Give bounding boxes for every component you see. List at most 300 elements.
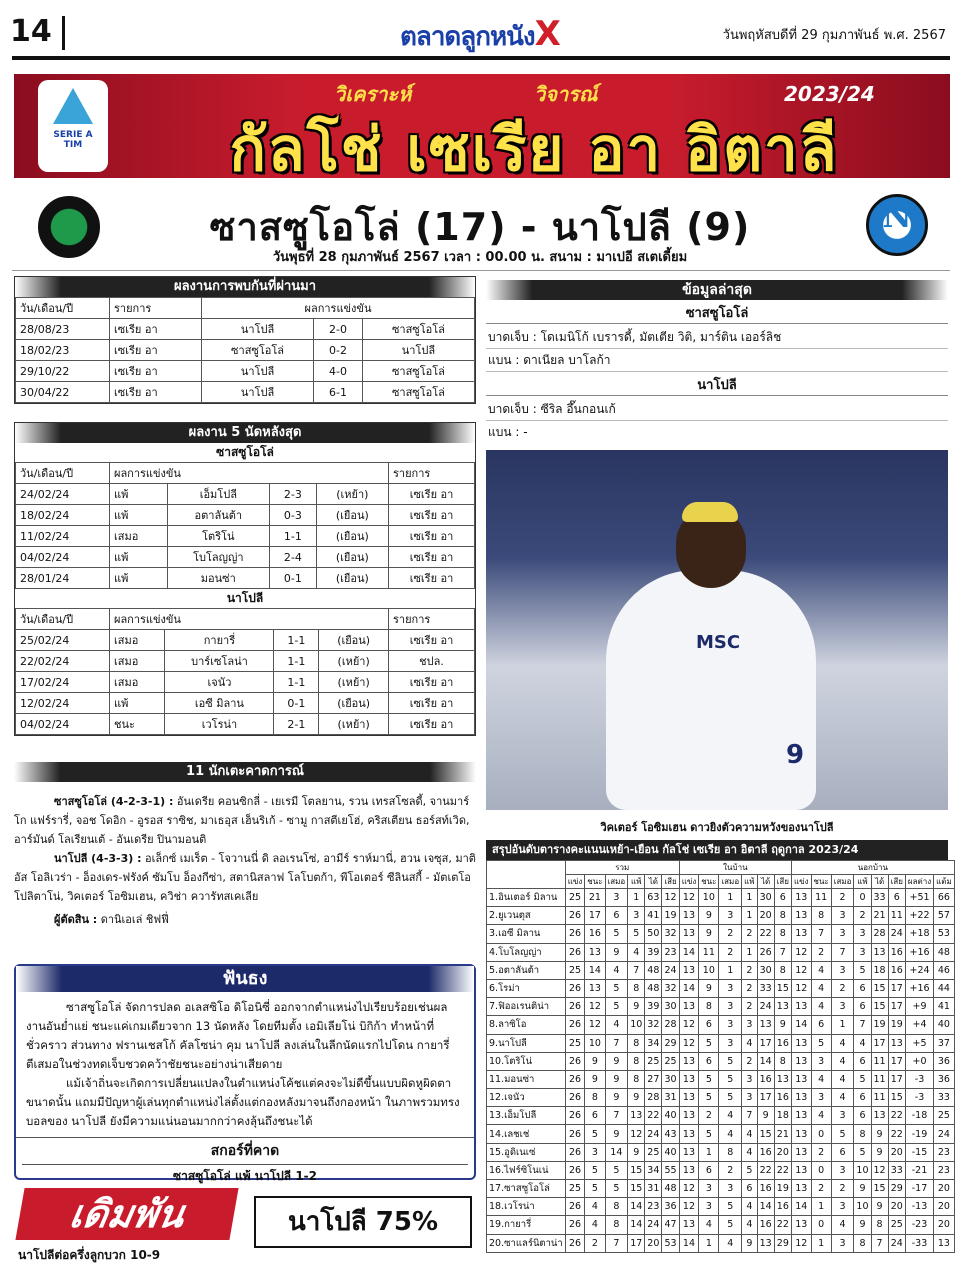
standings-cell: 13 [679,998,699,1016]
standings-group-away: นอกบ้าน [791,861,954,875]
standings-cell: 26 [565,1070,585,1088]
standings-cell: 16 [757,1180,774,1198]
standings-cell: 8 [719,1143,742,1161]
standings-cell: 8 [774,925,791,943]
prediction-para-1: ซาสซูโอโล่ จัดการปลด อเลสซิโอ ดิโอนิซี่ ออกจากตำแหน่งไปเรียบร้อยเช่นผลงานอันย่ำแย่ ชนะแค่เกมเดียวจาก 13 นัดหลัง โดยทีมตั้ง เอมิเลียโน่ บิกิก้า ทำหน้าที่ชั่วคราว ส่วนทาง ฟรานเชสโก้ คัลโซน่า คุม นาโปลี ลงเล่นในลีกนัดแรกไปโดน กายารี่ ตีเสมอในช่วงทดเจ็บชวดคว้าชัยชนะอย่างน่าเสียดาย [26,1000,450,1071]
form-date: 17/02/24 [16,672,110,693]
standings-cell: 14 [628,1198,645,1216]
standings-cell: 1 [719,889,742,907]
standings-cell: 3 [585,1143,605,1161]
lineup-title: 11 นักเตะคาดการณ์ [14,762,476,782]
standings-cell: 26 [565,1161,585,1179]
standings-cell: 12 [679,1034,699,1052]
h2h-title: ผลงานการพบกันที่ผ่านมา [15,277,475,297]
standings-cell: 7 [605,1034,628,1052]
prediction-box [14,964,476,1183]
standings-cell: 5 [811,1034,831,1052]
player-photo [486,450,948,810]
lineup-sassuolo [14,792,476,849]
standings-cell: 20 [934,1216,955,1234]
h2h-score: 4-0 [314,361,363,382]
standings-col-header: ได้ [871,875,888,889]
standings-cell: 3 [831,907,854,925]
h2h-table [15,297,475,403]
standings-cell: 5 [605,998,628,1016]
standings-cell: 48 [645,961,662,979]
standings-cell: 34 [645,1161,662,1179]
standings-cell: 2 [811,1180,831,1198]
standings-cell: 3 [719,1180,742,1198]
form-opponent: เวโรน่า [165,714,274,735]
header-rule [12,56,950,60]
standings-cell: 13 [791,1107,811,1125]
standings-cell: 17 [888,1070,905,1088]
standings-cell: 24 [662,961,679,979]
standings-cell: -23 [905,1216,933,1234]
standings-cell: 3 [854,943,871,961]
standings-row [487,1034,955,1052]
standings-cell: 33 [871,889,888,907]
standings-cell: 3 [831,961,854,979]
standings-cell: 10 [628,1016,645,1034]
standings-row [487,889,955,907]
newspaper-logo [400,14,560,57]
info-team1: ซาสซูโอโล่ [486,302,948,324]
h2h-date: 18/02/23 [16,340,110,361]
h2h-date: 29/10/22 [16,361,110,382]
standings-cell: 9 [854,1180,871,1198]
standings-cell: 39 [645,998,662,1016]
standings-cell: 5 [699,1125,719,1143]
standings-col-header: แข่ง [565,875,585,889]
bet-pick: นาโปลี 75% [254,1196,472,1248]
header-divider [62,16,65,50]
bet-handicap: นาโปลีต่อครึ่งลูกบวก 10-9 [18,1248,161,1262]
standings-cell: 4 [628,943,645,961]
standings-cell: 26 [565,1016,585,1034]
standings-cell: 4 [831,1034,854,1052]
standings-cell: 6 [742,1180,757,1198]
standings-col-header: ได้ [757,875,774,889]
h2h-comp: เซเรีย อา [110,319,202,340]
standings-cell: 4 [811,979,831,997]
form-opponent: เอ็มโปลี [167,484,270,505]
shirt-number: 9 [786,740,805,770]
prediction-title: ฟันธง [16,966,474,992]
standings-cell: 4 [719,1234,742,1252]
standings-cell: 14 [679,943,699,961]
standings-cell: 3 [719,1034,742,1052]
form-comp: เซเรีย อา [389,568,475,589]
form-score: 0-1 [270,568,317,589]
standings-cell: 22 [774,1161,791,1179]
standings-col-header: แพ้ [628,875,645,889]
standings-cell: 16 [888,943,905,961]
banner-sub-left: วิเคราะห์ [334,82,412,106]
standings-cell: 31 [662,1089,679,1107]
standings-cell: -21 [905,1161,933,1179]
standings-cell: 16 [774,1034,791,1052]
standings-cell: 5 [605,979,628,997]
standings-col-header: ชนะ [585,875,605,889]
standings-cell: 17 [628,1234,645,1252]
standings-cell: 20 [934,1180,955,1198]
standings-cell: 3 [742,1016,757,1034]
standings-cell: 23 [662,943,679,961]
standings-cell: -17 [905,1180,933,1198]
standings-col-header: ได้ [645,875,662,889]
standings-cell: 4 [605,961,628,979]
standings-cell: 15 [628,1161,645,1179]
standings-cell: 9 [854,1216,871,1234]
standings-cell: 9 [585,1052,605,1070]
standings-cell: 6 [605,907,628,925]
standings-cell: 13 [791,1161,811,1179]
standings-cell: 2 [719,925,742,943]
standings-cell: 2 [811,943,831,961]
standings-cell: 25 [934,1107,955,1125]
standings-cell: +16 [905,943,933,961]
standings-cell: 5 [585,1161,605,1179]
match-info: วันพุธที่ 28 กุมภาพันธ์ 2567 เวลา : 00.00 น. สนาม : มาเปอี สเตเดี้ยม [272,250,688,265]
standings-row [487,998,955,1016]
form-outcome: แพ้ [110,484,168,505]
form-venue: (เหย้า) [316,484,388,505]
standings-cell: 7 [831,943,854,961]
standings-cell: 2 [585,1234,605,1252]
standings-cell: 5 [699,1070,719,1088]
form-row [16,568,475,589]
standings-cell: 43 [662,1125,679,1143]
form-team2: นาโปลี [226,591,264,605]
standings-team: 16.ไฟร์ซิโนเน่ [487,1161,566,1179]
form-outcome: เสมอ [110,651,165,672]
standings-cell: 14 [585,961,605,979]
standings-cell: 6 [811,1016,831,1034]
standings-cell: 6 [854,1107,871,1125]
standings-cell: 63 [645,889,662,907]
form-comp: เซเรีย อา [389,547,475,568]
form-comp: เซเรีย อา [389,526,475,547]
standings-cell: 13 [791,1089,811,1107]
standings-cell: 2 [831,889,854,907]
standings-cell: 3 [719,1016,742,1034]
form-venue: (เหย้า) [319,714,389,735]
info-team2: นาโปลี [486,374,948,396]
standings-row [487,1234,955,1252]
standings-cell: 13 [774,1070,791,1088]
standings-cell: 14 [791,1016,811,1034]
standings-cell: 53 [662,1234,679,1252]
standings-row [487,1198,955,1216]
standings-row [487,1125,955,1143]
standings-cell: 3 [628,907,645,925]
standings-cell: 31 [645,1180,662,1198]
standings-cell: 13 [791,1070,811,1088]
h2h-row [16,319,475,340]
standings-cell: 11 [888,907,905,925]
standings-row [487,1161,955,1179]
info-ban2 [486,421,948,443]
standings-cell: 10 [854,1198,871,1216]
standings-cell: 41 [645,907,662,925]
standings-cell: 4 [854,1034,871,1052]
form-outcome: เสมอ [110,672,165,693]
banner-sub-right: วิจารณ์ [534,82,598,106]
standings-cell: 28 [662,1016,679,1034]
form-opponent: โบโลญญ่า [167,547,270,568]
standings-row [487,925,955,943]
standings-row [487,1052,955,1070]
standings-cell: 7 [742,1107,757,1125]
standings-row [487,1143,955,1161]
standings-cell: 20 [888,1198,905,1216]
standings-cell: 8 [699,998,719,1016]
standings-cell: 24 [645,1216,662,1234]
standings-cell: 2 [811,1143,831,1161]
standings-cell: 19 [662,907,679,925]
standings-cell: 13 [791,998,811,1016]
h2h-header-comp: รายการ [110,298,202,319]
standings-cell: 2 [831,979,854,997]
standings-col-header: แพ้ [854,875,871,889]
standings-cell: 34 [645,1034,662,1052]
h2h-row [16,382,475,403]
standings-cell: 26 [565,943,585,961]
standings-cell: 5 [585,1125,605,1143]
standings-cell: 24 [757,998,774,1016]
standings-cell: 0 [811,1125,831,1143]
form-row [16,505,475,526]
photo-caption: วิคเตอร์ โอซิมเฮน ดาวยิงตัวความหวังของนาโปลี [600,821,834,834]
standings-cell: 13 [791,1143,811,1161]
standings-cell: 22 [757,925,774,943]
standings-cell: 9 [774,1016,791,1034]
standings-cell: 24 [888,925,905,943]
standings-cell: 9 [605,943,628,961]
info-injury2-value: ซีริล อึ๊นกอนเก้ [540,402,616,416]
standings-cell: 8 [628,1070,645,1088]
info-ban1-label: แบน : [488,353,520,367]
lineup-sassuolo-label: ซาสซูโอโล่ (4-2-3-1) : [54,795,174,808]
standings-cell: 11 [871,1089,888,1107]
h2h-score: 6-1 [314,382,363,403]
standings-cell: 5 [742,1161,757,1179]
standings-cell: 8 [774,1052,791,1070]
standings-cell: 13 [679,1143,699,1161]
prediction-para-2: แม้เจ้าถิ่นจะเกิดการเปลี่ยนแปลงในตำแหน่งโค้ชแต่คงจะไม่ดีขึ้นแบบผิดหูผิดตาขนาดนั้น แถมมีปัญหาผู้เล่นทุกตำแหน่งไล่ตั้งแต่กองหลังมาจนถึงกองหน้า ในภาพรวมทรงบอลของ นาโปลี ยังมีความแน่นอนมากกว่าคงลุ้นถึงชนะได้ [26,1076,460,1128]
standings-cell: 4 [605,1016,628,1034]
standings-team: 17.ซาสซูโอโล่ [487,1180,566,1198]
standings-col-header: ผลต่าง [905,875,933,889]
h2h-home: นาโปลี [202,382,314,403]
form1-header-result: ผลการแข่งขัน [110,463,389,484]
standings-cell: 9 [742,1234,757,1252]
standings-row [487,1016,955,1034]
standings-cell: 32 [662,979,679,997]
standings-cell: 25 [888,1216,905,1234]
standings-cell: 4 [811,1107,831,1125]
h2h-row [16,361,475,382]
standings-cell: 48 [934,943,955,961]
standings-cell: 3 [605,889,628,907]
standings-cell: 2 [742,961,757,979]
standings-cell: 66 [934,889,955,907]
standings-cell: 15 [871,1180,888,1198]
serie-a-label: SERIE A [53,130,93,140]
standings-cell: 25 [565,889,585,907]
standings-cell: +51 [905,889,933,907]
standings-cell: 3 [831,1234,854,1252]
form-title: ผลงาน 5 นัดหลังสุด [15,423,475,443]
standings-team: 8.ลาซิโอ [487,1016,566,1034]
standings-cell: 26 [565,1052,585,1070]
form2-header-result: ผลการแข่งขัน [110,609,389,630]
standings-cell: 12 [791,1234,811,1252]
form-date: 25/02/24 [16,630,110,651]
standings-cell: 8 [585,1089,605,1107]
standings-cell: 5 [854,1143,871,1161]
standings-cell: +22 [905,907,933,925]
standings-col-header: เสมอ [831,875,854,889]
standings-cell: 1 [699,1143,719,1161]
form-comp: เซเรีย อา [389,693,475,714]
standings-col-header: แข่ง [679,875,699,889]
h2h-row [16,340,475,361]
standings-cell: 0 [811,1161,831,1179]
standings-cell: 14 [757,1052,774,1070]
form-comp: เซเรีย อา [389,484,475,505]
standings-row [487,1180,955,1198]
h2h-home: นาโปลี [202,361,314,382]
standings-cell: 9 [871,1143,888,1161]
standings-cell: 16 [774,1198,791,1216]
form-opponent: เจนัว [165,672,274,693]
standings-cell: 4 [719,1125,742,1143]
standings-cell: 8 [605,1198,628,1216]
standings-cell: 3 [742,1070,757,1088]
standings-cell: 25 [645,1052,662,1070]
standings-cell: 11 [699,943,719,961]
standings-cell: 4 [831,1216,854,1234]
form-date: 24/02/24 [16,484,110,505]
standings-cell: 12 [791,961,811,979]
h2h-header-date: วัน/เดือน/ปี [16,298,110,319]
standings-title: สรุปอันดับตารางคะแนนเหย้า-เยือน กัลโช่ เซเรีย อา อิตาลี ฤดูกาล 2023/24 [486,840,948,860]
standings-cell: -3 [905,1070,933,1088]
standings-col-header: แข่ง [791,875,811,889]
standings-team: 4.โบโลญญ่า [487,943,566,961]
standings-cell: 24 [645,1125,662,1143]
h2h-comp: เซเรีย อา [110,382,202,403]
standings-cell: 55 [662,1161,679,1179]
standings-cell: 17 [888,1052,905,1070]
standings-row [487,1216,955,1234]
standings-cell: 26 [565,1198,585,1216]
standings-cell: 7 [605,1234,628,1252]
standings-row [487,1089,955,1107]
standings-cell: 3 [699,1180,719,1198]
form-comp: เซเรีย อา [389,672,475,693]
standings-cell: 3 [811,1052,831,1070]
standings-cell: 2 [742,979,757,997]
info-injury2 [486,398,948,421]
standings-row [487,979,955,997]
standings-cell: 14 [791,1198,811,1216]
standings-cell: 8 [628,1034,645,1052]
standings-cell: 4 [831,1070,854,1088]
standings-cell: 6 [854,1089,871,1107]
form1-header-comp: รายการ [389,463,475,484]
standings-team: 11.มอนซ่า [487,1070,566,1088]
h2h-comp: เซเรีย อา [110,340,202,361]
standings-cell: 8 [811,907,831,925]
standings-cell: 3 [854,925,871,943]
info-ban2-value: - [523,425,528,439]
standings-cell: 9 [871,1198,888,1216]
standings-cell: 1 [699,1234,719,1252]
h2h-away: นาโปลี [362,340,474,361]
standings-cell: 13 [791,1052,811,1070]
standings-cell: 2 [831,1180,854,1198]
standings-team: 20.ซาแลร์นิตาน่า [487,1234,566,1252]
section-banner [14,74,950,178]
standings-team: 18.เวโรน่า [487,1198,566,1216]
standings-cell: +24 [905,961,933,979]
form-venue: (เยือน) [316,526,388,547]
standings-cell: 26 [565,907,585,925]
standings-cell: 16 [757,1070,774,1088]
standings-col-header: ชนะ [811,875,831,889]
standings-cell: 14 [757,1198,774,1216]
standings-col-header: เสมอ [719,875,742,889]
standings-cell: 29 [888,1180,905,1198]
form-date: 12/02/24 [16,693,110,714]
sassuolo-crest-icon [38,196,100,258]
shirt-sponsor: MSC [696,632,741,653]
standings-cell: 6 [699,1161,719,1179]
standings-col-header: ชนะ [699,875,719,889]
standings-cell: 44 [934,979,955,997]
standings-cell: 5 [628,925,645,943]
form-venue: (เยือน) [319,630,389,651]
standings-cell: 8 [774,961,791,979]
standings-cell: 30 [757,889,774,907]
standings-cell: 13 [774,998,791,1016]
standings-cell: 20 [888,1143,905,1161]
standings-cell: 26 [565,1125,585,1143]
standings-row [487,1107,955,1125]
standings-cell: 12 [679,889,699,907]
standings-cell: -19 [905,1125,933,1143]
standings-cell: 9 [628,998,645,1016]
standings-team: 2.ยูเวนตุส [487,907,566,925]
standings-group-total: รวม [565,861,679,875]
standings-cell: 3 [831,1198,854,1216]
player-hair [682,502,738,522]
standings-team: 13.เอ็มโปลี [487,1107,566,1125]
standings-cell: 13 [585,943,605,961]
standings-cell: +18 [905,925,933,943]
form-date: 04/02/24 [16,547,110,568]
info-title: ข้อมูลล่าสุด [486,280,948,300]
standings-cell: 3 [699,1198,719,1216]
standings-cell: 33 [934,1089,955,1107]
standings-cell: 12 [679,1198,699,1216]
standings-cell: 9 [605,1070,628,1088]
form-row [16,547,475,568]
standings-cell: 16 [888,961,905,979]
